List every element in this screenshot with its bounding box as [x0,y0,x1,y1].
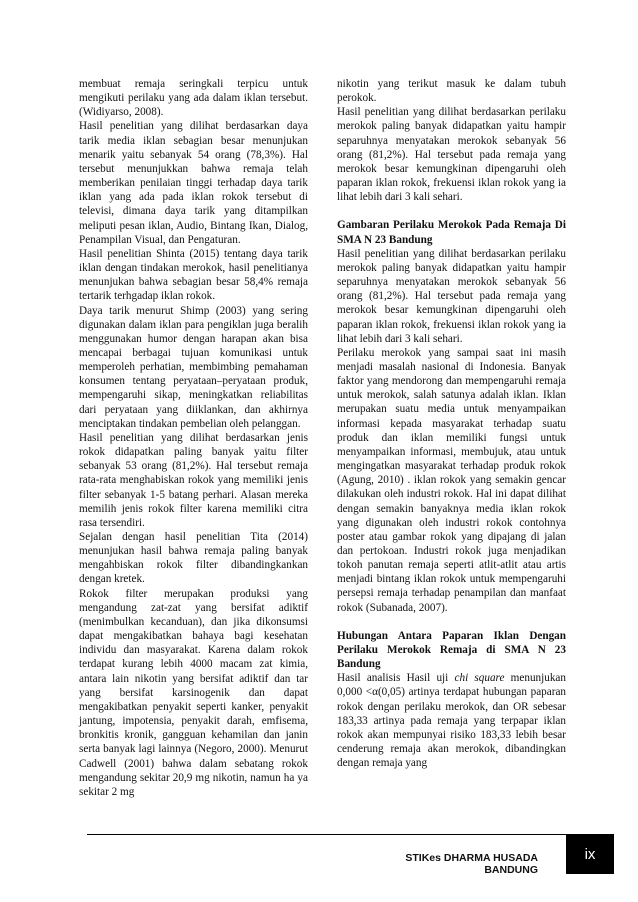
right-column [337,77,566,770]
left-column [79,77,308,799]
right-intro-paragraph-1: nikotin yang terikut masuk ke dalam tubuh perokok. [337,78,566,105]
left-paragraph-1: membuat remaja seringkali terpicu untuk mengikuti perilaku yang ada dalam iklan tersebut. (Widiyarso, 2008). [79,78,308,119]
page-number-badge [566,834,614,874]
section1-paragraph-2: Perilaku merokok yang sampai saat ini masih menjadi masalah nasional di Indonesia. Banyak faktor yang mendorong dan mempengaruhi remaja untuk merokok, salah satunya adalah iklan. Iklan merupakan suatu media untuk menyampaikan informasi kepada masyarakat terhadap suatu produk dan iklan memiliki fungsi untuk menyampaikan informasi, membujuk, atau untuk mengingatkan masyarakat terhadap produk rokok (Agung, 2010) . iklan rokok yang semakin gencar dilakukan oleh industri rokok. Hal ini dapat dilihat dengan semakin banyaknya media iklan rokok yang digunakan oleh industri rokok contohnya poster atau gambar rokok yang dipajang di jalan dan pertokoan. Industri rokok juga menjadikan tokoh panutan remaja seperti atlit-atlit atau artis menjadi bintang iklan rokok untuk mempengaruhi persepsi remaja terhadap penampilan dan manfaat rokok (Subanada, 2007). [337,346,566,614]
page-number: ix [584,845,596,863]
left-paragraph-7: Rokok filter merupakan produksi yang mengandung zat-zat yang bersifat adiktif (menimbulkan kecanduan), dan jika dikonsumsi dapat mengakibatkan bahaya bagi kesehatan individu dan masyarakat. Karena dalam rokok terdapat kurang lebih 4000 macam zat kimia, antara lain nikotin yang bersifat adiktif dan tar yang bersifat karsinogenik dan dapat mengakibatkan penyakit seperti kanker, penyakit jantung, impotensia, penyakit darah, emfisema, bronkitis kronik, gangguan kehamilan dan janin serta banyak lagi lainnya (Negoro, 2000). Menurut Cadwell (2001) bahwa dalam sebatang rokok mengandung sekitar 20,9 mg nikotin, namun ha ya sekitar 2 mg [79,587,308,798]
section-heading-hubungan-paparan: Hubungan Antara Paparan Iklan Dengan Perilaku Merokok Remaja di SMA N 23 Bandung [337,629,566,671]
right-intro-paragraph-2: Hasil penelitian yang dilihat berdasarkan perilaku merokok paling banyak didapatkan yaitu hampir separuhnya menyatakan merokok sebanyak 56 orang (81,2%). Hal tersebut pada remaja yang merokok besar kemungkinan dipengaruhi oleh paparan iklan rokok, frekuensi iklan rokok yang ia lihat lebih dari 3 kali sehari. [337,106,566,204]
left-paragraph-6: Sejalan dengan hasil penelitian Tita (2014) menunjukan hasil bahwa remaja paling banyak mengahbiskan rokok filter dibandingkankan dengan kretek. [79,531,308,586]
section2-text-before: Hasil analisis Hasil uji [337,672,455,685]
section2-paragraph [337,671,566,770]
footer-institution: STIKes DHARMA HUSADA BANDUNG [405,852,538,876]
section2-text-after: menunjukan 0,000 <α(0,05) artinya terdapat hubungan paparan rokok dengan perilaku merokok, dan OR sebesar 183,33 artinya pada remaja yang terpapar iklan rokok akan mempunyai risiko 183,33 lebih besar cenderung remaja akan merokok, dibandingkan dengan remaja yang [337,672,566,770]
left-paragraph-5: Hasil penelitian yang dilihat berdasarkan jenis rokok didapatkan paling banyak yaitu filter sebanyak 53 orang (81,2%). Hal tersebut remaja rata-rata menghabiskan rokok yang memiliki jenis filter sebanyak 1-5 batang perhari. Alasan mereka memilih jenis rokok filter karena memiliki citra rasa tersendiri. [79,431,308,529]
footer-divider [87,834,590,835]
left-paragraph-3: Hasil penelitian Shinta (2015) tentang daya tarik iklan dengan tindakan merokok, hasil penelitianya menunjukan bahwa sebagian besar 58,4% remaja tertarik terhgadap iklan rokok. [79,247,308,303]
left-paragraph-2: Hasil penelitian yang dilihat berdasarkan daya tarik media iklan sebagian besar menunjukan menarik yaitu sebanyak 54 orang (78,3%). Hal tersebut menunjukkan bahwa remaja telah memberikan penilaian tinggi terhadap daya tarik iklan yang ada pada iklan rokok tersebut di televisi, dimana daya tarik yang ditampilkan meliputi pesan iklan, Audio, Bintang Ikan, Dialog, Penampilan Visual, dan Pengaturan. [79,120,308,246]
section-heading-gambaran-perilaku: Gambaran Perilaku Merokok Pada Remaja Di SMA N 23 Bandung [337,219,566,246]
section2-italic-term: chi square [454,672,505,685]
left-paragraph-4: Daya tarik menurut Shimp (2003) yang sering digunakan dalam iklan para pengiklan juga beralih menggunakan humor dengan harapan akan bisa mencapai berbagai tujuan komunikasi untuk memperoleh perhatian, membimbing pemahaman konsumen tentang peryataan–peryataan produk, mempengaruhi sikap, meningkatkan reliabilitas dari peryataan yang diiklankan, dan akhirnya menciptakan tindakan pembelian oleh pelanggan. [79,304,308,430]
section1-paragraph-1: Hasil penelitian yang dilihat berdasarkan perilaku merokok paling banyak didapatkan yaitu hampir separuhnya menyatakan merokok sebanyak 56 orang (81,2%). Hal tersebut pada remaja yang merokok besar kemungkinan dipengaruhi oleh paparan iklan rokok, frekuensi iklan rokok yang ia lihat lebih dari 3 kali sehari. [337,247,566,345]
